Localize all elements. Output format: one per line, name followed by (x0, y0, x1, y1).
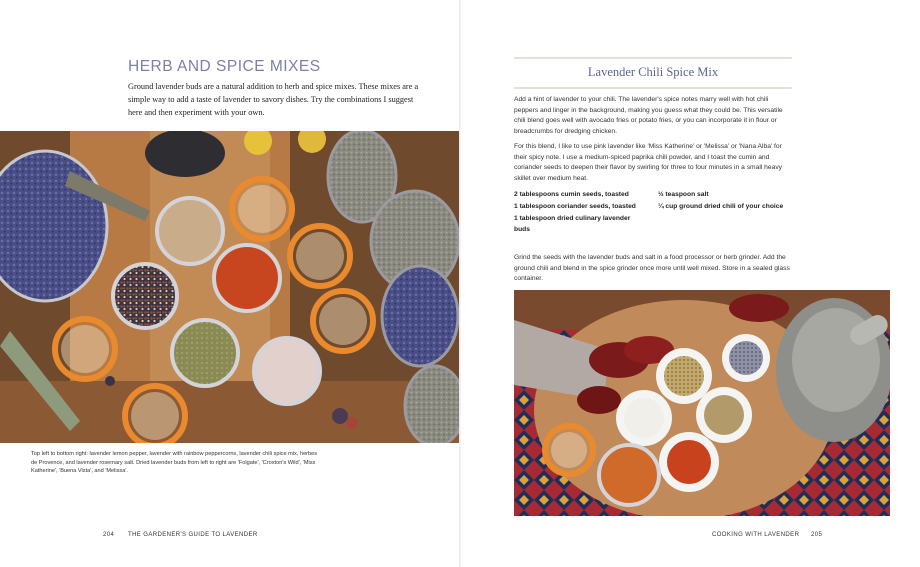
ingredient-item: 1 tablespoon dried culinary lavender buds (514, 215, 631, 233)
photo-caption: Top left to bottom right: lavender lemon pepper, lavender with rainbow peppercorns, lavender chili spice mix, herbes de Provence, and lavender rosemary salt. Dried lavender buds from left to right are 'Folgate', 'Croxton's Wild', 'Miss Katherine', 'Buena Vista', and 'Melissa'. (31, 451, 318, 475)
intro-paragraph: Ground lavender buds are a natural addition to herb and spice mixes. These mixes are a simple way to add a taste of lavender to savory dishes. Try the combinations I suggest here and then experiment with your own. (128, 82, 419, 117)
recipe-title: Lavender Chili Spice Mix (587, 65, 719, 79)
right-page (460, 0, 920, 567)
page-number-left: 204 (103, 532, 115, 538)
ingredient-item: ½ teaspoon salt (658, 191, 709, 198)
ingredient-item: 1 tablespoon coriander seeds, toasted (514, 203, 636, 211)
recipe-blend-paragraph: For this blend, I like to use pink lavender like 'Miss Katherine' or 'Melissa' or 'Nana Alba' for their spicy note. I use a medium-spiced paprika chili powder, and I toast the cumin and coriander seeds to deepen their flavor by swirling for three to four minutes in a small heavy skillet over medium heat. (514, 143, 783, 182)
recipe-title-box (514, 57, 792, 89)
chili-spice-illustration (514, 290, 890, 516)
page-number-right: 205 (811, 532, 823, 538)
ingredient-item: ¼ cup ground dried chili of your choice (658, 203, 784, 211)
chili-spice-photo (514, 290, 890, 516)
method-paragraph: Grind the seeds with the lavender buds and salt in a food processor or herb grinder. Add the ground chili and blend in the spice grinder once more until well mixed. Store in a sealed glass container. (514, 254, 790, 283)
ingredient-item: 2 tablespoons cumin seeds, toasted (514, 191, 629, 198)
ingredients-column-1 (514, 190, 639, 237)
spice-jars-photo (0, 131, 460, 443)
recipe-intro-paragraph: Add a hint of lavender to your chili. The lavender's spice notes marry well with hot chili peppers and linger in the background, making you guess what they could be. This versatile chili blend goes well with avocado fries or potato fries, or you can incorporate it in flour or breadcrumbs for dredging chicken. (514, 96, 783, 135)
ingredients-column-2 (658, 190, 798, 214)
running-head-right: COOKING WITH LAVENDER (712, 532, 800, 538)
spice-jars-illustration (0, 131, 460, 443)
section-title: HERB AND SPICE MIXES (128, 58, 321, 75)
running-head-left: THE GARDENER'S GUIDE TO LAVENDER (128, 532, 258, 538)
